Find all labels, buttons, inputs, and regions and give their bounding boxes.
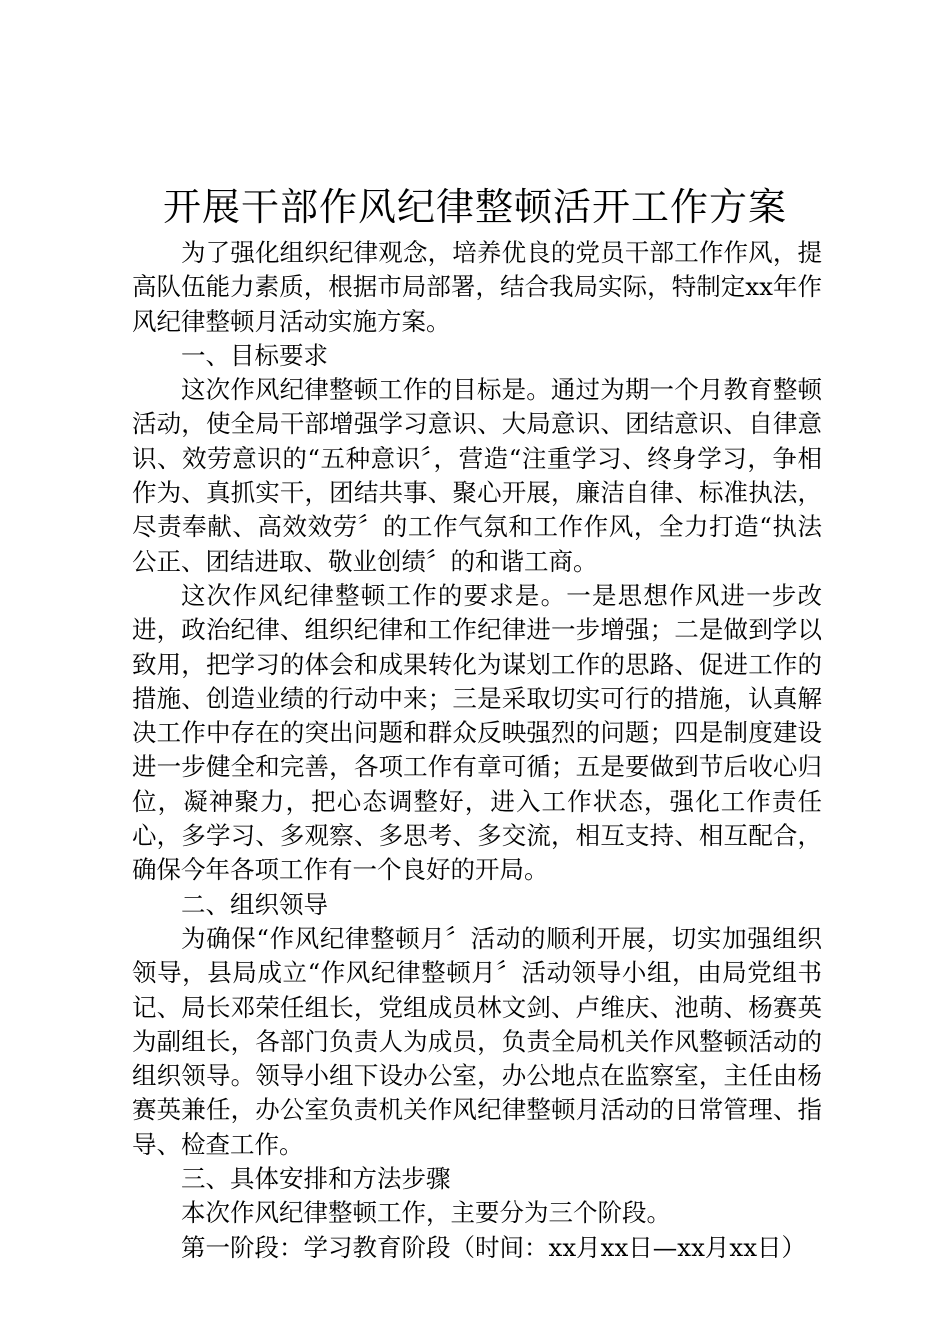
section-heading-goals: 一、目标要求 [181, 340, 328, 370]
document-title: 开展干部作风纪律整顿活开工作方案 [162, 185, 787, 229]
stage-one-paragraph: 第一阶段：学习教育阶段（时间：xx月xx日—xx月xx日） [181, 1232, 807, 1262]
document-body [132, 236, 822, 1265]
section-heading-arrangement: 三、具体安排和方法步骤 [181, 1164, 451, 1194]
stages-paragraph: 本次作风纪律整顿工作，主要分为三个阶段。 [181, 1198, 671, 1228]
goals-paragraph: 这次作风纪律整顿工作的目标是。通过为期一个月教育整顿活动，使全局干部增强学习意识、大局意识、团结意识、自律意识、效劳意识的“五种意识〞，营造“注重学习、终身学习，争相作为、真抓实干，团结共事、聚心开展，廉洁自律、标准执法，尽责奉献、高效效劳〞的工作气氛和工作作风，全力打造“执法公正、团结进取、敬业创绩〞的和谐工商。 [132, 375, 822, 576]
section-heading-leadership: 二、组织领导 [181, 889, 328, 919]
leadership-paragraph: 为确保“作风纪律整顿月〞活动的顺利开展，切实加强组织领导，县局成立“作风纪律整顿月〞活动领导小组，由局党组书记、局长邓荣任组长，党组成员林文剑、卢维庆、池萌、杨赛英为副组长，各部门负责人为成员，负责全局机关作风整顿活动的组织领导。领导小组下设办公室，办公地点在监察室，主任由杨赛英兼任，办公室负责机关作风纪律整顿月活动的日常管理、指导、检查工作。 [132, 923, 822, 1159]
intro-paragraph: 为了强化组织纪律观念，培养优良的党员干部工作作风，提高队伍能力素质，根据市局部署，结合我局实际，特制定xx年作风纪律整顿月活动实施方案。 [132, 238, 822, 336]
requirements-paragraph: 这次作风纪律整顿工作的要求是。一是思想作风进一步改进，政治纪律、组织纪律和工作纪律进一步增强；二是做到学以致用，把学习的体会和成果转化为谋划工作的思路、促进工作的措施、创造业绩的行动中来；三是采取切实可行的措施，认真解决工作中存在的突出问题和群众反映强烈的问题；四是制度建设进一步健全和完善，各项工作有章可循；五是要做到节后收心归位，凝神聚力，把心态调整好，进入工作状态，强化工作责任心，多学习、多观察、多思考、多交流，相互支持、相互配合，确保今年各项工作有一个良好的开局。 [132, 580, 822, 885]
